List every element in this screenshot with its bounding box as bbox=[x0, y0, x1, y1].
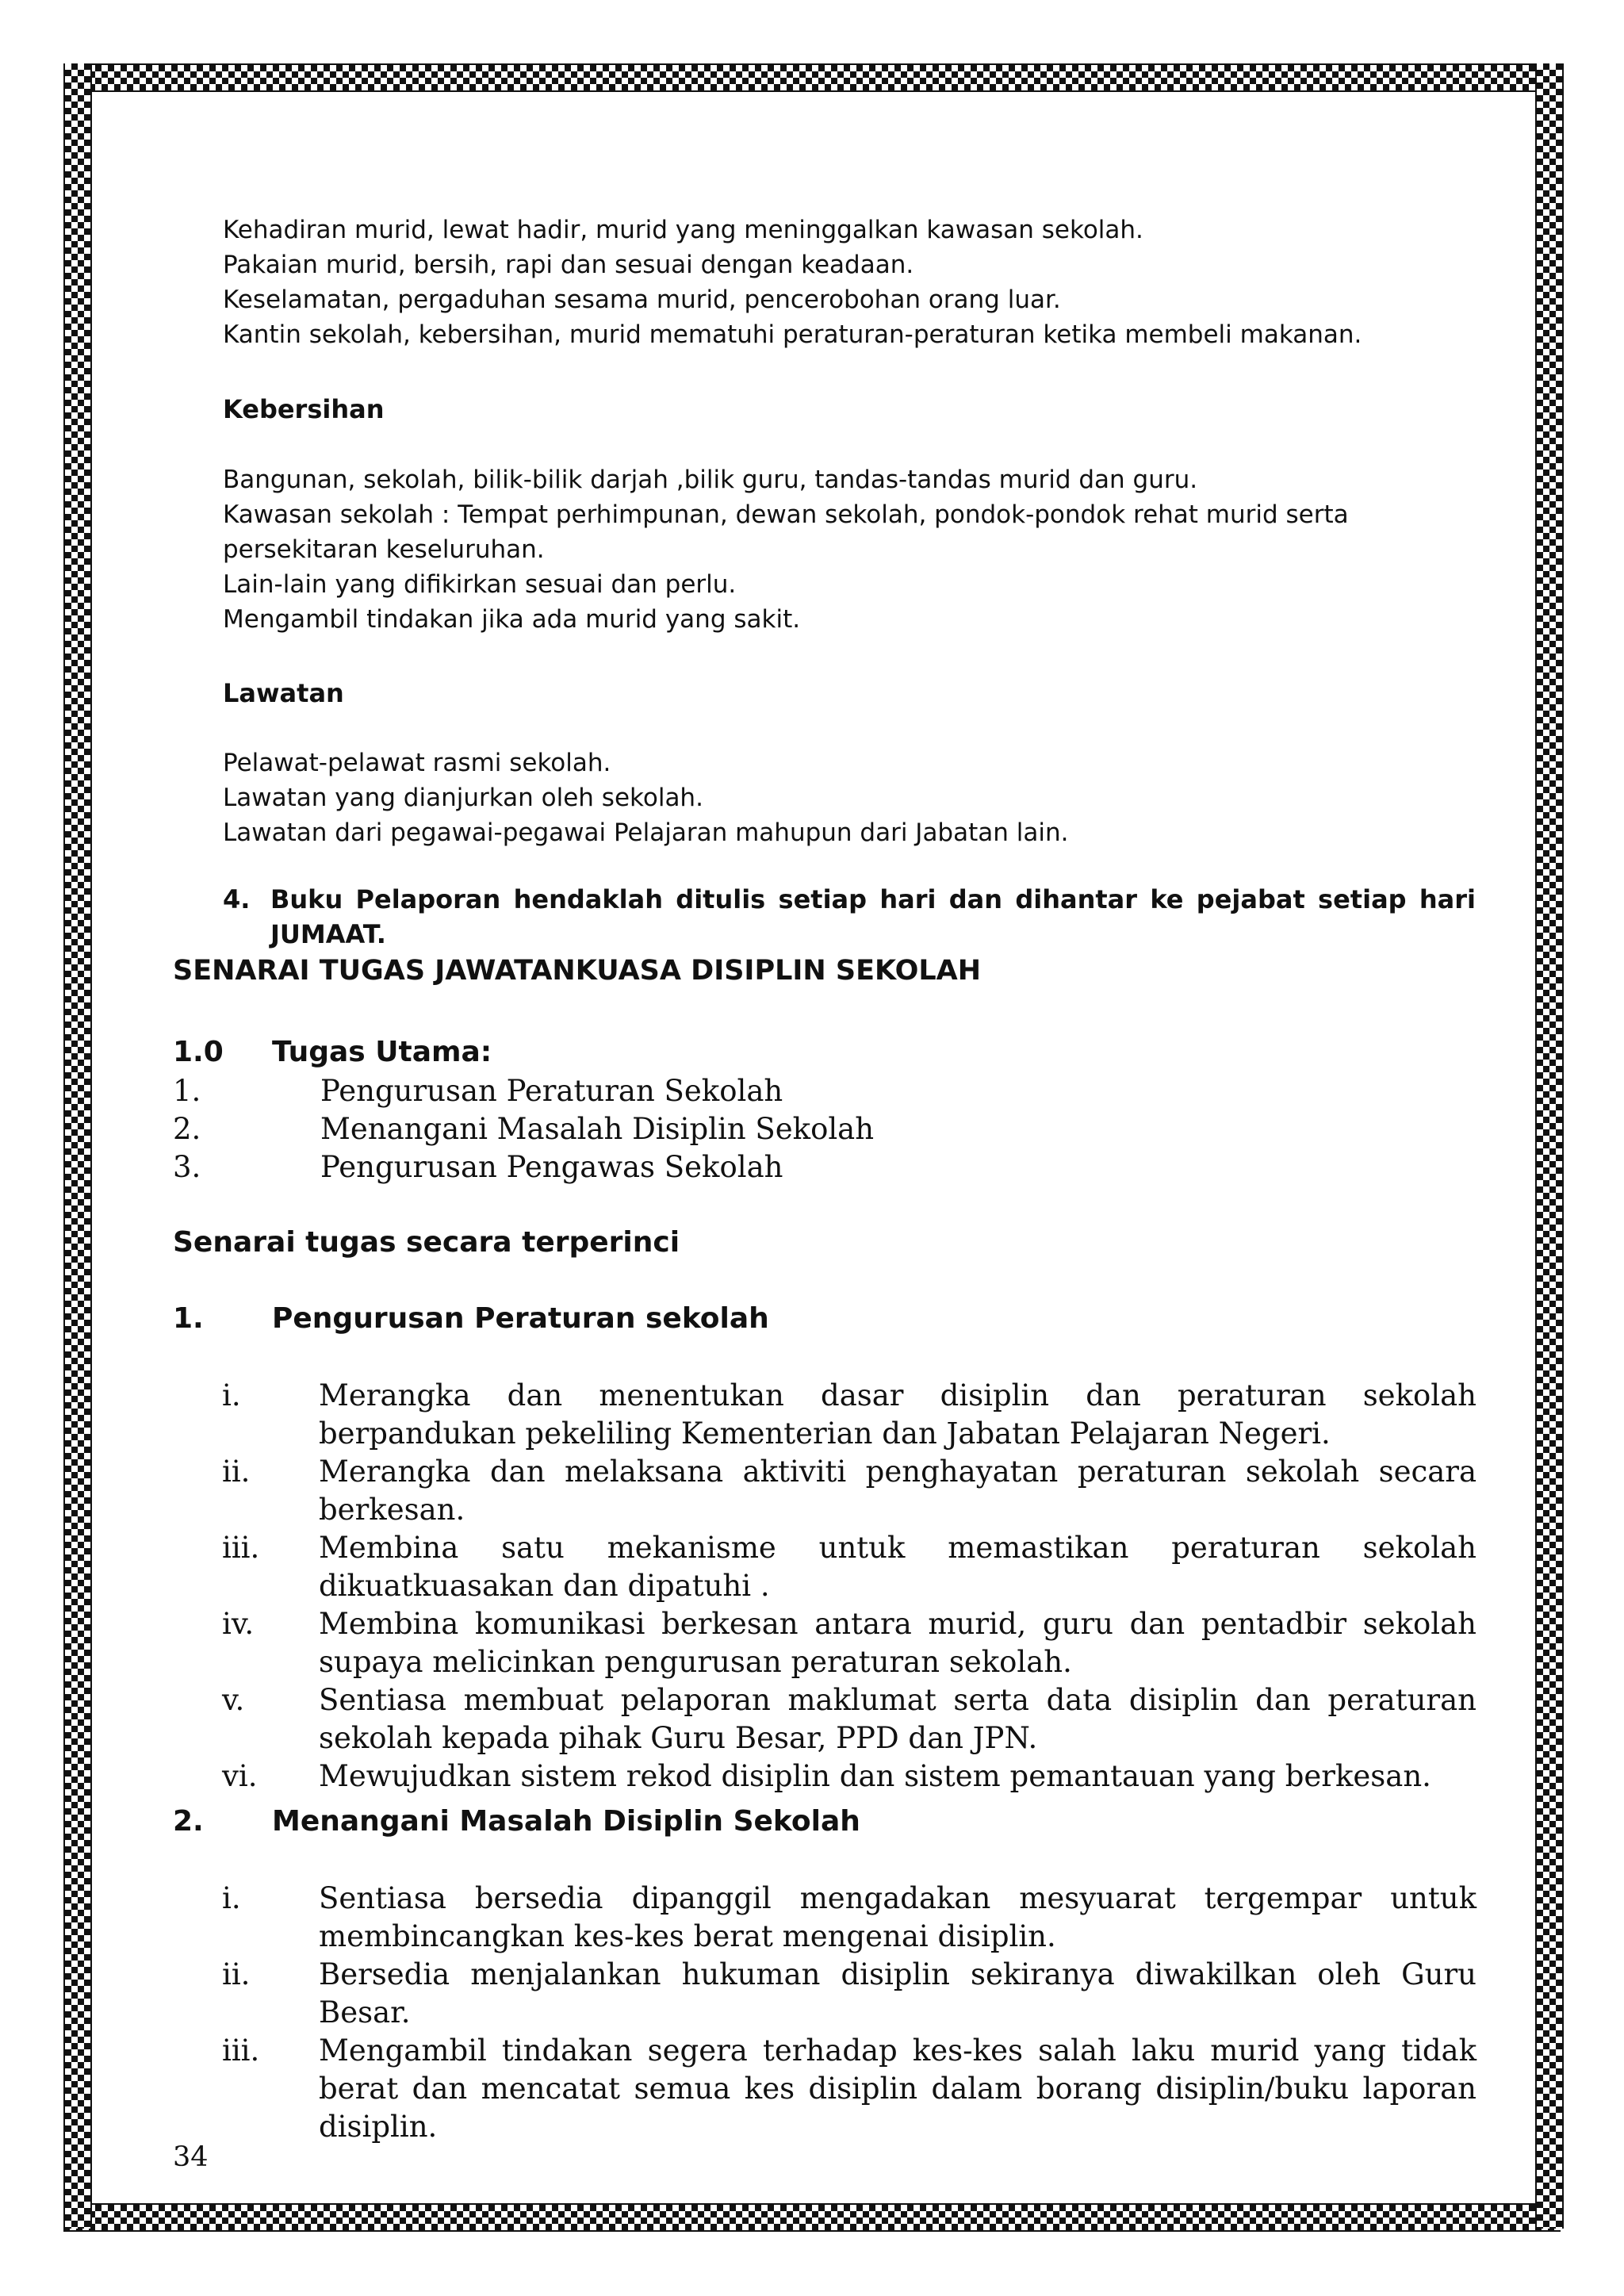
checkered-border-top bbox=[63, 63, 1561, 92]
checkered-border-left bbox=[63, 63, 92, 2229]
main-title: SENARAI TUGAS JAWATANKUASA DISIPLIN SEKOLAH bbox=[173, 955, 981, 987]
intro-lines bbox=[223, 213, 1476, 352]
list-item bbox=[222, 1529, 1477, 1605]
kebersihan-lines bbox=[223, 462, 1476, 637]
list-item-number: v. bbox=[222, 1683, 245, 1717]
kebersihan-line: Lain-lain yang difikirkan sesuai dan perlu. bbox=[223, 570, 737, 599]
intro-line: Kantin sekolah, kebersihan, murid mematuhi peraturan-peraturan ketika membeli makanan. bbox=[223, 320, 1362, 349]
item-4-number: 4. bbox=[223, 884, 251, 914]
kebersihan-heading: Kebersihan bbox=[223, 394, 385, 424]
list-item-text: Mewujudkan sistem rekod disiplin dan sistem pemantauan yang berkesan. bbox=[319, 1759, 1431, 1793]
list-item-text: Pengurusan Peraturan Sekolah bbox=[320, 1074, 783, 1108]
list-item bbox=[173, 1110, 1521, 1148]
section-1-title: Pengurusan Peraturan sekolah bbox=[272, 1302, 769, 1335]
list-item-number: 2. bbox=[173, 1112, 201, 1146]
list-item-text: Merangka dan melaksana aktiviti penghayatan peraturan sekolah secara berkesan. bbox=[319, 1455, 1477, 1527]
list-item-number: i. bbox=[222, 1881, 241, 1915]
list-item-text: Sentiasa bersedia dipanggil mengadakan mesyuarat tergempar untuk membincangkan kes-kes berat mengenai disiplin. bbox=[319, 1881, 1477, 1953]
checkered-border-right bbox=[1535, 63, 1564, 2229]
detail-heading: Senarai tugas secara terperinci bbox=[173, 1226, 680, 1259]
intro-line: Pakaian murid, bersih, rapi dan sesuai dengan keadaan. bbox=[223, 251, 914, 279]
checkered-border-bottom bbox=[63, 2203, 1561, 2232]
list-item bbox=[222, 1681, 1477, 1757]
list-item bbox=[222, 1956, 1477, 2032]
list-item-text: Bersedia menjalankan hukuman disiplin sekiranya diwakilkan oleh Guru Besar. bbox=[319, 1957, 1477, 2030]
list-item bbox=[222, 1757, 1477, 1796]
intro-line: Keselamatan, pergaduhan sesama murid, pencerobohan orang luar. bbox=[223, 286, 1061, 314]
list-item-text: Sentiasa membuat pelaporan maklumat serta data disiplin dan peraturan sekolah kepada pihak Guru Besar, PPD dan JPN. bbox=[319, 1683, 1477, 1755]
list-item bbox=[173, 1072, 1521, 1110]
list-item-text: Membina komunikasi berkesan antara murid, guru dan pentadbir sekolah supaya melicinkan pengurusan peraturan sekolah. bbox=[319, 1607, 1477, 1679]
section-2-list bbox=[222, 1880, 1477, 2146]
item-4-note bbox=[223, 882, 1476, 952]
list-item bbox=[222, 1880, 1477, 1956]
list-item-number: ii. bbox=[222, 1957, 251, 1991]
list-item-number: iv. bbox=[222, 1607, 255, 1641]
list-item bbox=[222, 1377, 1477, 1453]
section-2-number: 2. bbox=[173, 1805, 204, 1838]
list-item-text: Pengurusan Pengawas Sekolah bbox=[320, 1150, 783, 1184]
list-item-text: Menangani Masalah Disiplin Sekolah bbox=[320, 1112, 875, 1146]
list-item-number: 1. bbox=[173, 1074, 201, 1108]
kebersihan-line: Bangunan, sekolah, bilik-bilik darjah ,bilik guru, tandas-tandas murid dan guru. bbox=[223, 466, 1198, 494]
section-2-title: Menangani Masalah Disiplin Sekolah bbox=[272, 1805, 860, 1838]
tugas-utama-number: 1.0 bbox=[173, 1036, 224, 1068]
list-item-text: Merangka dan menentukan dasar disiplin dan peraturan sekolah berpandukan pekeliling Kementerian dan Jabatan Pelajaran Negeri. bbox=[319, 1378, 1477, 1451]
list-item-number: iii. bbox=[222, 1531, 260, 1565]
list-item bbox=[222, 1453, 1477, 1529]
lawatan-line: Lawatan dari pegawai-pegawai Pelajaran mahupun dari Jabatan lain. bbox=[223, 818, 1069, 847]
page-number: 34 bbox=[173, 2141, 209, 2173]
lawatan-lines bbox=[223, 746, 1476, 850]
lawatan-heading: Lawatan bbox=[223, 678, 344, 708]
tugas-utama-title: Tugas Utama: bbox=[272, 1036, 492, 1068]
kebersihan-line: Kawasan sekolah : Tempat perhimpunan, dewan sekolah, pondok-pondok rehat murid serta persekitaran keseluruhan. bbox=[223, 500, 1349, 564]
list-item-text: Membina satu mekanisme untuk memastikan peraturan sekolah dikuatkuasakan dan dipatuhi . bbox=[319, 1531, 1477, 1603]
list-item-number: 3. bbox=[173, 1150, 201, 1184]
section-1-list bbox=[222, 1377, 1477, 1796]
kebersihan-line: Mengambil tindakan jika ada murid yang sakit. bbox=[223, 605, 801, 634]
list-item bbox=[222, 2032, 1477, 2146]
intro-line: Kehadiran murid, lewat hadir, murid yang meninggalkan kawasan sekolah. bbox=[223, 216, 1143, 244]
section-1-number: 1. bbox=[173, 1302, 204, 1335]
item-4-text: Buku Pelaporan hendaklah ditulis setiap hari dan dihantar ke pejabat setiap hari JUMAAT. bbox=[270, 884, 1476, 949]
list-item bbox=[173, 1148, 1521, 1186]
lawatan-line: Pelawat-pelawat rasmi sekolah. bbox=[223, 749, 611, 777]
list-item bbox=[222, 1605, 1477, 1681]
tugas-utama-list bbox=[173, 1072, 1521, 1186]
list-item-number: vi. bbox=[222, 1759, 258, 1793]
list-item-number: iii. bbox=[222, 2033, 260, 2068]
list-item-number: i. bbox=[222, 1378, 241, 1412]
list-item-number: ii. bbox=[222, 1455, 251, 1489]
lawatan-line: Lawatan yang dianjurkan oleh sekolah. bbox=[223, 784, 703, 812]
list-item-text: Mengambil tindakan segera terhadap kes-kes salah laku murid yang tidak berat dan mencatat semua kes disiplin dalam borang disiplin/buku laporan disiplin. bbox=[319, 2033, 1477, 2144]
